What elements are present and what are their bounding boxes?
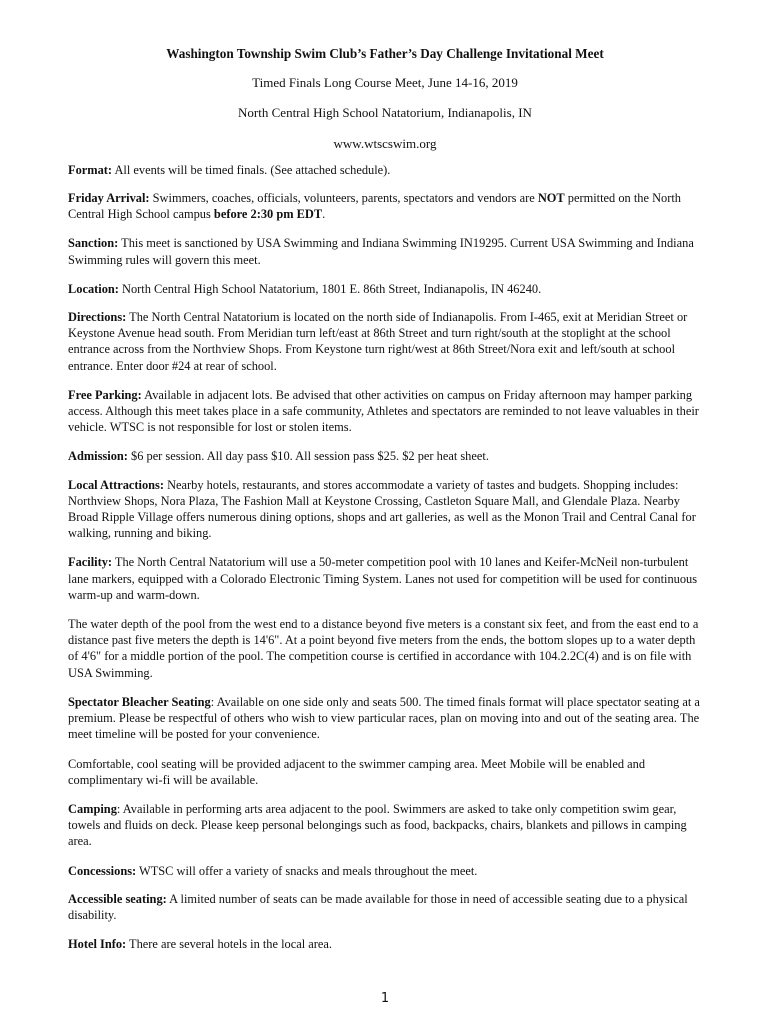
friday-arrival-paragraph bbox=[68, 190, 702, 222]
hotel-info-label: Hotel Info: bbox=[68, 937, 127, 952]
parking-label: Free Parking: bbox=[68, 387, 142, 402]
location-paragraph bbox=[68, 281, 702, 297]
camping-paragraph bbox=[68, 801, 702, 850]
camping-label: Camping bbox=[68, 801, 117, 816]
bleacher-paragraph bbox=[68, 694, 702, 743]
bleacher-label: Spectator Bleacher Seating bbox=[68, 694, 211, 709]
directions-text: The North Central Natatorium is located on the north side of Indianapolis. From I-465, exit at Meridian Street or Keystone Avenue head south. From Meridian turn left/east at 86th Street and turn right/south at the stoplight at the school entrance across from the Northview Shops. From Keystone turn right/west at 86th Street/Nora exit and left/south at school entrance. Enter door #24 at rear of school. bbox=[68, 310, 688, 373]
friday-arrival-text-1: Swimmers, coaches, officials, volunteers, parents, spectators and vendors are bbox=[149, 191, 538, 206]
directions-paragraph bbox=[68, 309, 702, 374]
accessible-seating-label: Accessible seating: bbox=[68, 891, 167, 906]
admission-paragraph bbox=[68, 448, 702, 464]
facility-label: Facility: bbox=[68, 555, 113, 570]
format-text: All events will be timed finals. (See attached schedule). bbox=[112, 162, 391, 177]
accessible-seating-text: A limited number of seats can be made available for those in need of accessible seating due to a physical disability. bbox=[68, 891, 688, 922]
camping-text: : Available in performing arts area adjacent to the pool. Swimmers are asked to take only competition swim gear, towels and fluids on deck. Please keep personal belongings such as food, backpacks, chairs, blankets and pillows in camping area. bbox=[68, 801, 687, 849]
comfort-paragraph: Comfortable, cool seating will be provided adjacent to the swimmer camping area. Meet Mobile will be enabled and complimentary wi-fi will be available. bbox=[68, 756, 646, 787]
admission-text: $6 per session. All day pass $10. All session pass $25. $2 per heat sheet. bbox=[127, 449, 489, 464]
directions-label: Directions: bbox=[68, 310, 127, 325]
concessions-label: Concessions: bbox=[68, 863, 137, 878]
attractions-text: Nearby hotels, restaurants, and stores accommodate a variety of tastes and budgets. Shopping includes: Northview Shops, Nora Plaza, The Fashion Mall at Keystone Crossing, Castleton Square Mall, and Glendale Plaza. Nearby Broad Ripple Village offers numerous dining options, shops and art galleries, as well as the Monon Trail and Central Canal for walking, running and biking. bbox=[68, 477, 696, 541]
hotel-info-paragraph bbox=[68, 936, 702, 952]
bleacher-text: : Available on one side only and seats 500. The timed finals format will place spectator seating at a premium. Please be respectful of others who wish to view particular races, plan on moving into and out of the seating area. The meet timeline will be posted for your convenience. bbox=[68, 694, 700, 742]
friday-arrival-not: NOT bbox=[537, 191, 565, 206]
facility-paragraph bbox=[68, 554, 702, 603]
attractions-paragraph bbox=[68, 477, 702, 542]
accessible-seating-paragraph bbox=[68, 891, 702, 923]
meet-subtitle: Timed Finals Long Course Meet, June 14-16, 2019 bbox=[252, 75, 518, 91]
parking-paragraph bbox=[68, 387, 702, 436]
friday-arrival-text-2: permitted on the North Central High School campus bbox=[68, 191, 681, 222]
attractions-label: Local Attractions: bbox=[68, 477, 165, 492]
sanction-paragraph bbox=[68, 235, 702, 267]
location-text: North Central High School Natatorium, 1801 E. 86th Street, Indianapolis, IN 46240. bbox=[118, 281, 542, 296]
pool-depth-paragraph: The water depth of the pool from the west end to a distance beyond five meters is a constant six feet, and from the east end to a distance past five meters the depth is 14'6". At a point beyond five meters from the ends, the bottom slopes up to a water depth of 4'6" for a middle portion of the pool. The competition course is certified in accordance with 104.2.2C(4) and is on file with USA Swimming. bbox=[68, 617, 699, 680]
admission-label: Admission: bbox=[68, 449, 128, 464]
meet-venue: North Central High School Natatorium, Indianapolis, IN bbox=[238, 105, 532, 121]
format-paragraph bbox=[68, 162, 702, 178]
sanction-text: This meet is sanctioned by USA Swimming and Indiana Swimming IN19295. Current USA Swimming and Indiana Swimming rules will govern this meet. bbox=[68, 236, 694, 267]
page-number: 1 bbox=[380, 991, 390, 1006]
format-label: Format: bbox=[68, 162, 113, 177]
concessions-paragraph bbox=[68, 863, 702, 879]
friday-arrival-text-3: . bbox=[322, 207, 326, 222]
meet-website: www.wtscswim.org bbox=[333, 135, 437, 151]
hotel-info-text: There are several hotels in the local area. bbox=[126, 937, 333, 952]
friday-arrival-time: before 2:30 pm EDT bbox=[213, 207, 323, 222]
friday-arrival-label: Friday Arrival: bbox=[68, 191, 150, 206]
meet-title: Washington Township Swim Club’s Father’s Day Challenge Invitational Meet bbox=[166, 46, 604, 61]
sanction-label: Sanction: bbox=[68, 236, 119, 251]
concessions-text: WTSC will offer a variety of snacks and meals throughout the meet. bbox=[136, 863, 478, 878]
parking-text: Available in adjacent lots. Be advised that other activities on campus on Friday afternoon may hamper parking access. Although this meet takes place in a safe community, Athletes and spectators are reminded to not leave valuables in their vehicle. WTSC is not responsible for lost or stolen items. bbox=[68, 387, 699, 435]
facility-text: The North Central Natatorium will use a 50-meter competition pool with 10 lanes and Keifer-McNeil non-turbulent lane markers, equipped with a Colorado Electronic Timing System. Lanes not used for competition will be used for continuous warm-up and warm-down. bbox=[68, 555, 698, 602]
location-label: Location: bbox=[68, 281, 119, 296]
